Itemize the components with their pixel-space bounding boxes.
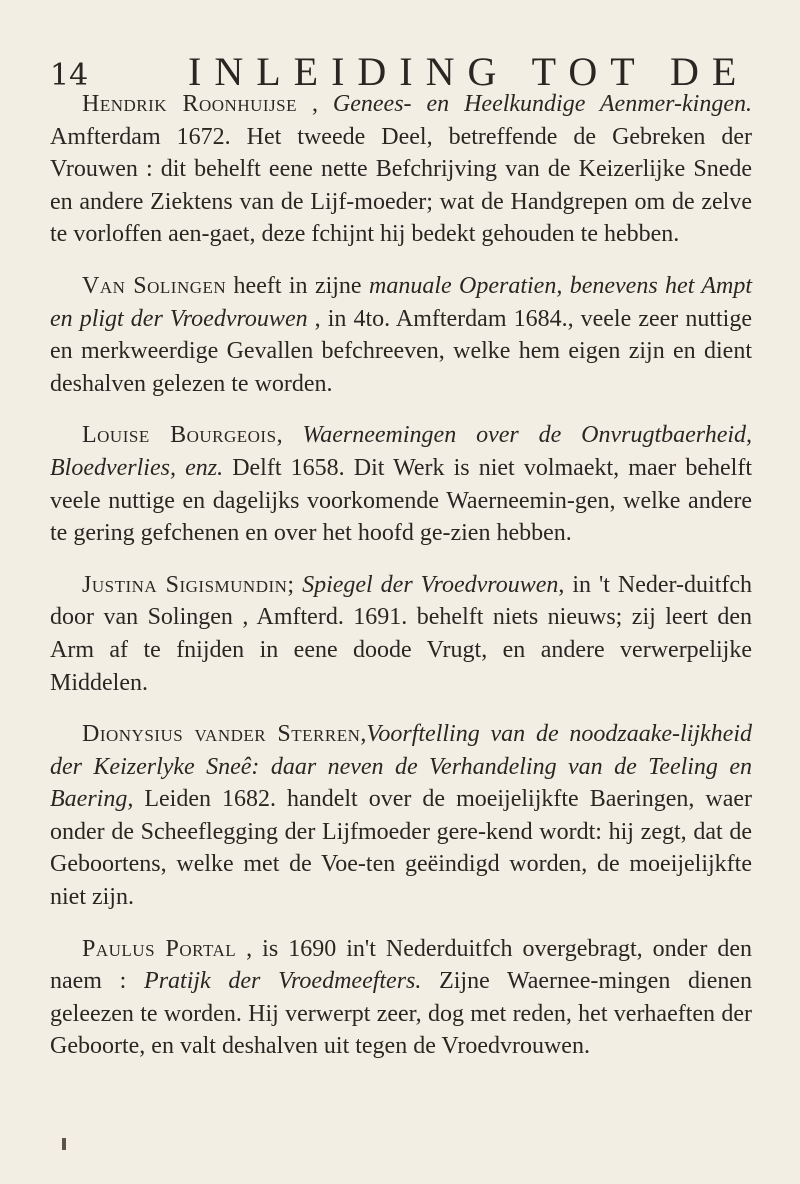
entry-author: Paulus Portal <box>82 935 237 962</box>
entry-author: Justina Sigismundin <box>82 571 288 598</box>
entry-author: Van Solingen <box>82 272 227 299</box>
entry-separator: , <box>276 422 303 449</box>
entry-title: manuale Operatien, benevens het Ampt en pligt der Vroedvrouwen <box>50 272 752 332</box>
entry-description: Amfterdam 1672. Het tweede Deel, betreffende de Gebreken der Vrouwen : dit behelft eene nette Befchrijving van de Keizerlijke Snede en andere Ziektens van de Lijf-moeder; wat de Handgrepen om de zelve te vorloffen aen-gaet, deze fchijnt hij bedekt gehouden te hebben. <box>50 123 752 248</box>
bibliography-entry-van-solingen <box>50 270 752 400</box>
entry-separator: heeft in zijne <box>226 272 369 299</box>
ink-speck <box>62 1138 66 1150</box>
entry-author: Louise Bourgeois <box>82 422 277 449</box>
entry-title: Spiegel der Vroedvrouwen <box>302 571 559 598</box>
bibliography-entry-roonhuijse <box>50 88 752 251</box>
entry-author: Hendrik Roonhuijse <box>82 91 298 117</box>
bibliography-entry-vander-sterren <box>50 718 752 914</box>
entry-separator: , <box>360 721 367 748</box>
entry-author: Dionysius vander Sterren <box>82 721 361 748</box>
entry-description: Delft 1658. Dit Werk is niet volmaekt, maer behelft veele nuttige en dagelijks voorkomende Waerneemin-gen, welke andere te gering gefchenen en over het hoofd ge-zien hebben. <box>50 454 752 547</box>
entry-description: , in 4to. Amfterdam 1684., veele zeer nuttige en merkweerdige Gevallen befchreeven, welke hem eigen zijn en dient deshalven gelezen te worden. <box>50 305 752 397</box>
bibliography-entry-bourgeois <box>50 419 752 549</box>
page-number: 14 <box>50 58 89 93</box>
body-text <box>50 88 752 1082</box>
bibliography-entry-portal <box>50 933 752 1063</box>
entry-description: Leiden 1682. handelt over de moeijelijkfte Baeringen, waer onder de Scheeflegging der Lijfmoeder gere-kend wordt: hij zegt, dat de Geboortens, welke met de Voe-ten geëindigd worden, de moeijelijkfte niet zijn. <box>50 786 752 911</box>
entry-separator: , <box>297 91 333 117</box>
bibliography-entry-sigismundin <box>50 569 752 699</box>
entry-title: Genees- en Heelkundige Aenmer-kingen. <box>332 91 753 117</box>
entry-description: , in 't Neder-duitfch door van Solingen , Amfterd. 1691. behelft niets nieuws; zij leert den Arm af te fnijden in eene doode Vrugt, en andere verwerpelijke Middelen. <box>50 571 753 696</box>
running-title: INLEIDING TOT DE <box>188 49 750 94</box>
entry-separator: , is 1690 in't Nederduitfch overgebragt, onder den naem : <box>50 935 752 995</box>
entry-title: Voorftelling van de noodzaake-lijkheid der Keizerlyke Sneê: daar neven de Verhandeling van de Teeling en Baering, <box>50 721 752 813</box>
entry-description: Zijne Waernee-mingen dienen geleezen te worden. Hij verwerpt zeer, dog met reden, het verhaeften der Geboorte, en valt deshalven uit tegen de Vroedvrouwen. <box>50 968 752 1060</box>
entry-title: Waerneemingen over de Onvrugtbaerheid, Bloedverlies, enz. <box>50 422 753 481</box>
entry-title: Pratijk der Vroedmeefters. <box>144 968 422 995</box>
entry-separator: ; <box>287 571 303 598</box>
